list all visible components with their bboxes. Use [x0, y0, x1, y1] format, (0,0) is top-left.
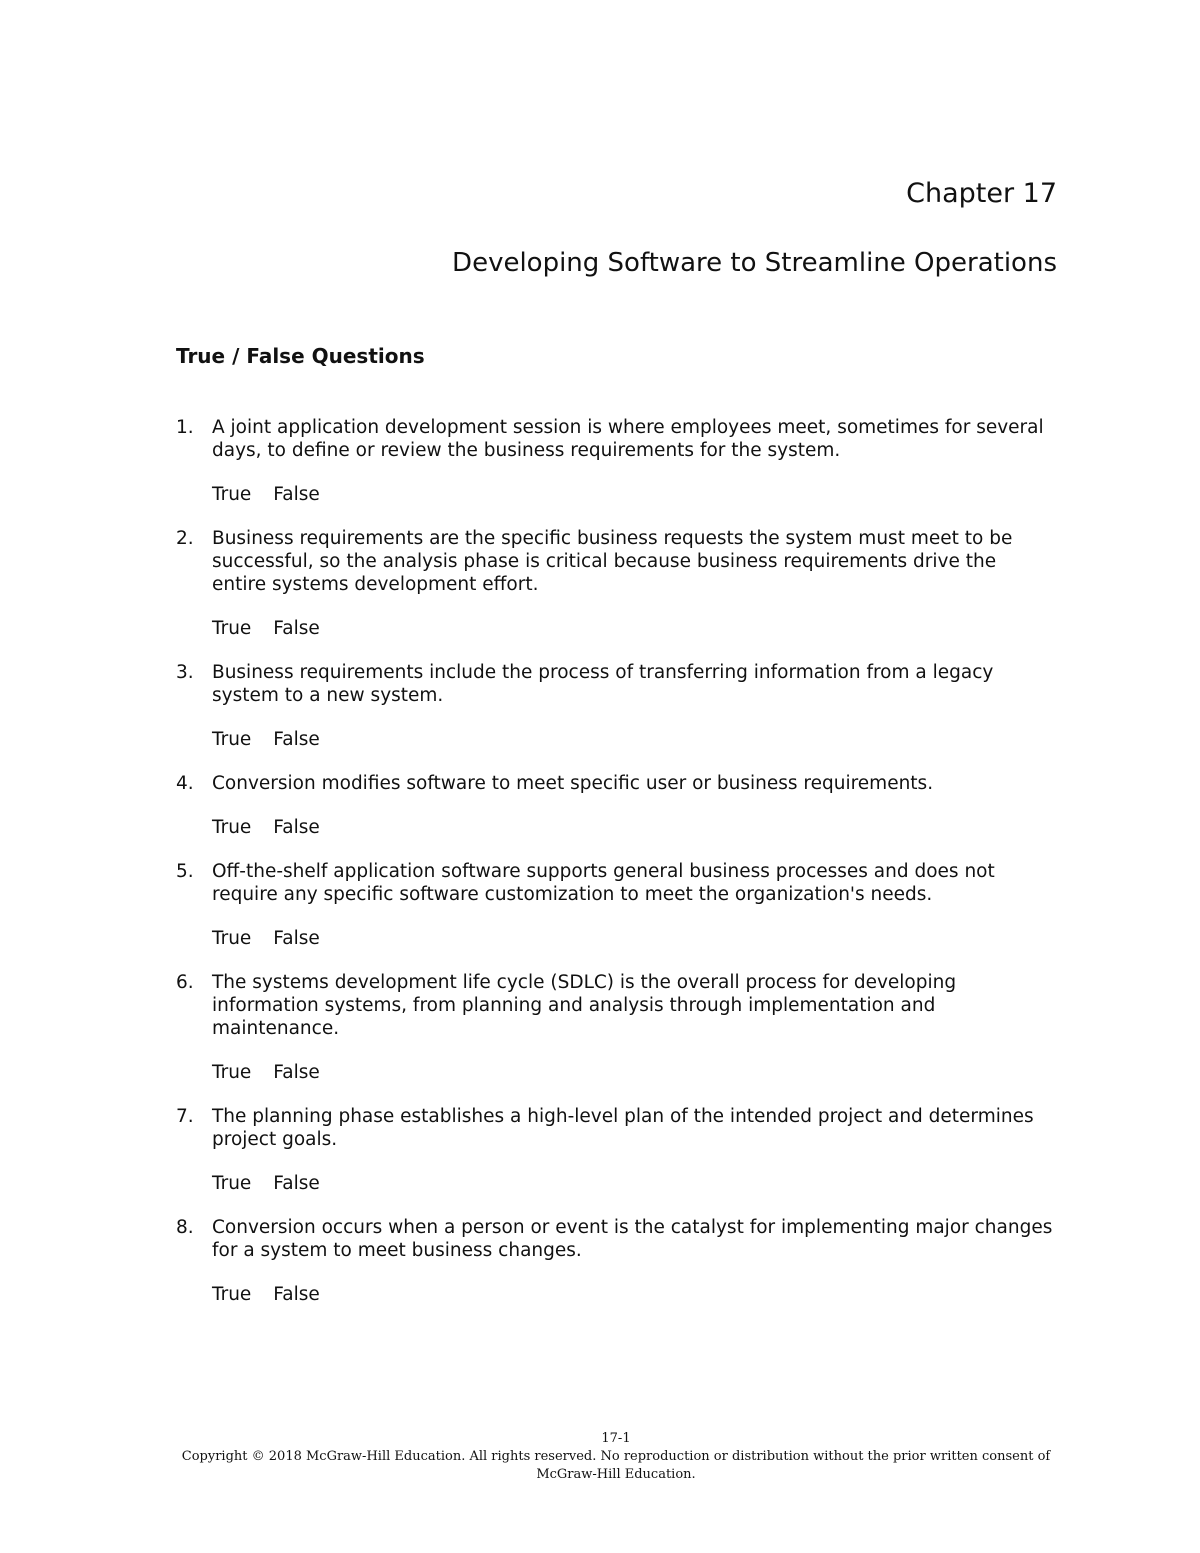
chapter-label: Chapter 17	[906, 178, 1057, 209]
question-number: 2.	[176, 528, 194, 549]
answer-false: False	[273, 618, 320, 639]
question-number: 8.	[176, 1217, 194, 1238]
answer-false: False	[273, 817, 320, 838]
answer-true: True	[212, 484, 252, 505]
copyright-notice: Copyright © 2018 McGraw-Hill Education. All rights reserved. No reproduction or distribution without the prior written consent of	[181, 1449, 1051, 1464]
answer-true: True	[212, 618, 252, 639]
answer-true: True	[212, 817, 252, 838]
question-item	[176, 661, 1056, 751]
answer-true: True	[212, 1173, 252, 1194]
question-text: The systems development life cycle (SDLC) is the overall process for developing information systems, from planning and analysis through implementation and maintenance.	[212, 972, 957, 1039]
answer-options	[212, 1172, 1056, 1195]
question-item	[176, 527, 1056, 640]
question-text: Conversion modifies software to meet specific user or business requirements.	[212, 773, 934, 794]
question-item	[176, 1105, 1056, 1195]
question-number: 5.	[176, 861, 194, 882]
answer-true: True	[212, 729, 252, 750]
question-list	[176, 416, 1056, 1327]
answer-false: False	[273, 729, 320, 750]
answer-options	[212, 816, 1056, 839]
question-number: 4.	[176, 773, 194, 794]
answer-true: True	[212, 1062, 252, 1083]
question-item	[176, 416, 1056, 506]
chapter-title: Developing Software to Streamline Operations	[452, 248, 1057, 278]
question-number: 6.	[176, 972, 194, 993]
question-number: 3.	[176, 662, 194, 683]
answer-options	[212, 728, 1056, 751]
answer-options	[212, 1283, 1056, 1306]
question-number: 1.	[176, 417, 194, 438]
question-text: The planning phase establishes a high-level plan of the intended project and determines project goals.	[212, 1106, 1034, 1150]
answer-false: False	[273, 1062, 320, 1083]
answer-options	[212, 927, 1056, 950]
question-text: Business requirements include the process of transferring information from a legacy system to a new system.	[212, 662, 994, 706]
answer-false: False	[273, 928, 320, 949]
answer-options	[212, 483, 1056, 506]
answer-false: False	[273, 1173, 320, 1194]
page-footer	[0, 1430, 1200, 1484]
question-item	[176, 1216, 1056, 1306]
answer-options	[212, 617, 1056, 640]
page-number: 17-1	[601, 1431, 631, 1446]
answer-options	[212, 1061, 1056, 1084]
question-item	[176, 772, 1056, 839]
question-text: A joint application development session is where employees meet, sometimes for several days, to define or review the business requirements for the system.	[212, 417, 1044, 461]
answer-false: False	[273, 1284, 320, 1305]
question-number: 7.	[176, 1106, 194, 1127]
question-text: Conversion occurs when a person or event is the catalyst for implementing major changes for a system to meet business changes.	[212, 1217, 1053, 1261]
answer-false: False	[273, 484, 320, 505]
question-text: Business requirements are the specific business requests the system must meet to be successful, so the analysis phase is critical because business requirements drive the entire systems development effort.	[212, 528, 1013, 595]
question-item	[176, 971, 1056, 1084]
section-heading: True / False Questions	[176, 344, 425, 368]
question-text: Off-the-shelf application software supports general business processes and does not require any specific software customization to meet the organization's needs.	[212, 861, 995, 905]
question-item	[176, 860, 1056, 950]
answer-true: True	[212, 1284, 252, 1305]
answer-true: True	[212, 928, 252, 949]
copyright-notice-cont: McGraw-Hill Education.	[536, 1467, 696, 1482]
